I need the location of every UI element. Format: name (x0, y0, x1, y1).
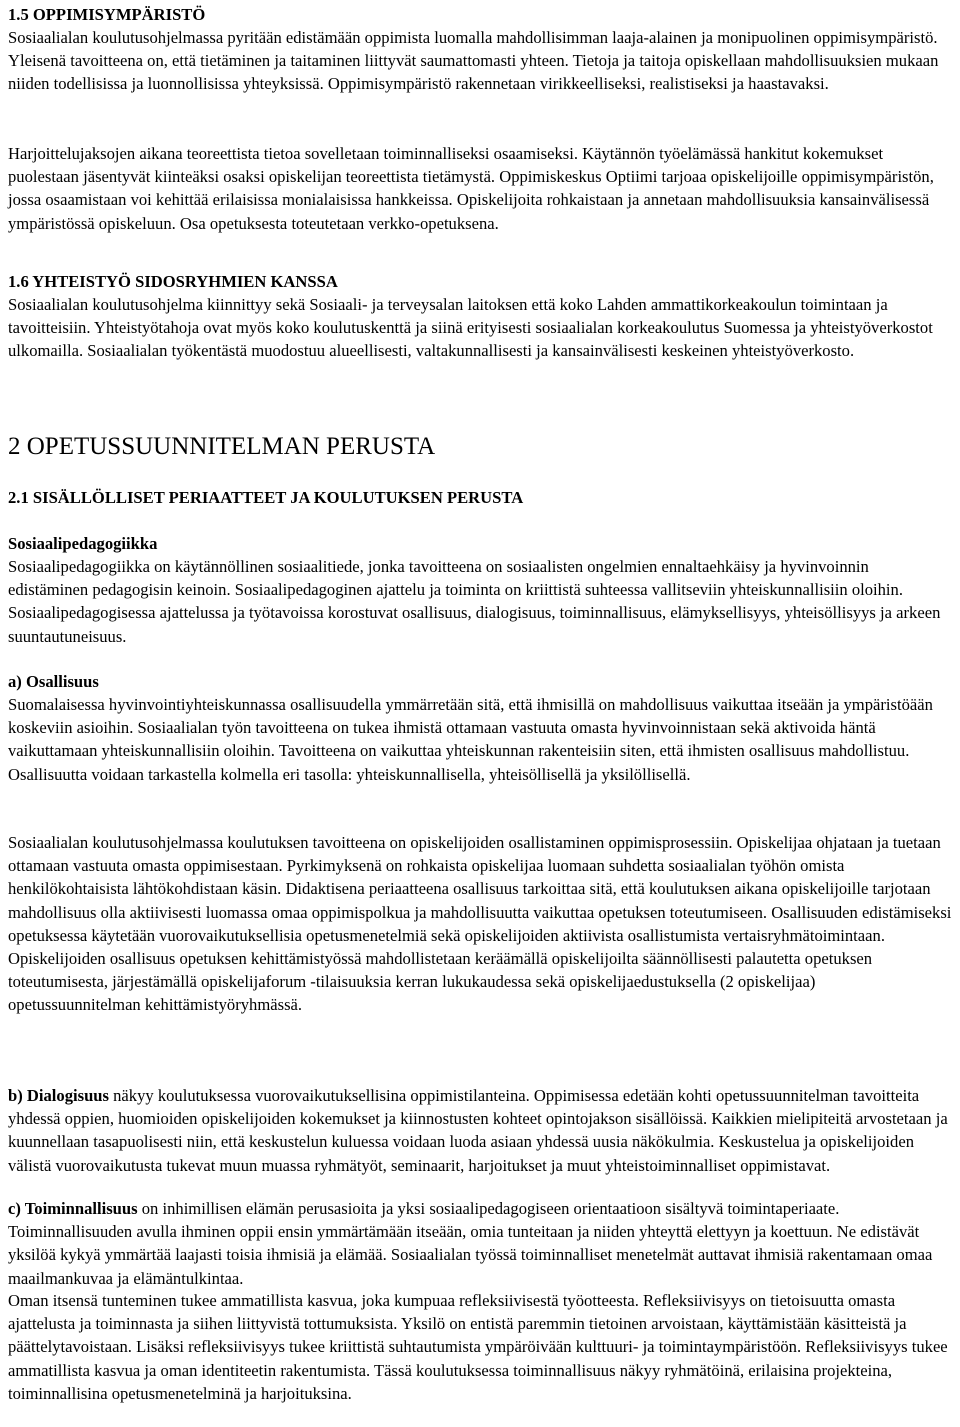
dialogisuus-label: b) Dialogisuus (8, 1086, 109, 1105)
paragraph-oppimisymparisto-2: Harjoittelujaksojen aikana teoreettista tietoa sovelletaan toiminnalliseksi osaamiseksi. Käytännön työelämässä hankitut kokemukset puolestaan jäsentyvät kiinteäksi osaksi opiskelijan teoreettista tietämystä. Oppimiskeskus Optiimi tarjoaa opiskelijoille oppimisympäristön, jossa osaamistaan voi kehittää erilaisissa monialaisissa hankkeissa. Opiskelijoita rohkaistaan ja annetaan mahdollisuuksia kansainvälisessä ympäristössä opiskeluun. Osa opetuksesta toteutetaan verkko-opetuksena. (8, 144, 934, 233)
paragraph-toiminnallisuus-1 (8, 1197, 952, 1290)
paragraph-osallisuus-2: Sosiaalialan koulutusohjelmassa koulutuksen tavoitteena on opiskelijoiden osallistaminen oppimisprosessiin. Opiskelijaa ohjataan ja tuetaan ottamaan vastuuta omasta oppimisestaan. Pyrkimyksenä on rohkaista opiskelijaa luomaan suhdetta sosiaalialan työhön omista henkilökohtaisista lähtökohdistaan käsin. Didaktisena periaatteena osallisuus tarkoittaa sitä, että koulutuksen aikana opiskelijoille tarjotaan mahdollisuus olla aktiivisesti luomassa omaa oppimispolkua ja mahdollisuutta vaikuttaa opetuksen toteutumiseen. Osallisuuden edistämiseksi opetuksessa käytetään vuorovaikutuksellisia opetusmenetelmiä sekä opiskelijoiden aktiivista osallistumista vertaisryhmätoimintaan. Opiskelijoiden osallisuus opetuksen kehittämistyössä mahdollistetaan keräämällä opiskelijoilta säännöllisesti palautetta opetuksen toteutumisesta, järjestämällä opiskelijaforum -tilaisuuksia kerran lukukaudessa sekä opiskelijaedustuksella (2 opiskelijaa) opetussuunnitelman kehittämistyöryhmässä. (8, 833, 952, 1015)
section-heading-1-5: 1.5 OPPIMISYMPÄRISTÖ (8, 5, 206, 24)
paragraph-toiminnallisuus-2: Oman itsensä tunteminen tukee ammatillista kasvua, joka kumpuaa refleksiivisestä työotteesta. Refleksiivisyys on tietoisuutta omasta ajattelusta ja toiminnasta ja siihen liittyvistä tottumuksista. Yksilö on entistä paremmin tietoinen arvoistaan, käyttämistään käsitteistä ja päättelytavoistaan. Lisäksi refleksiivisyys tukee kriittistä suhtautumista ympäröivään kulttuuri- ja toimintaympäristöön. Refleksiivisyys tukee ammatillista kasvua ja oman identiteetin rakentumista. Tässä koulutuksessa toiminnallisuus näkyy ryhmätöinä, erilaisina projekteina, toiminnallisina opetusmenetelminä ja harjoituksina. (8, 1291, 948, 1403)
section-heading-1-6: 1.6 YHTEISTYÖ SIDOSRYHMIEN KANSSA (8, 272, 338, 291)
paragraph-osallisuus-1: Suomalaisessa hyvinvointiyhteiskunnassa osallisuudella ymmärretään sitä, että ihmisillä on mahdollisuus vaikuttaa itseään ja ympäristöään koskeviin asioihin. Sosiaalialan työn tavoitteena on tukea ihmistä ottamaan vastuuta omasta hyvinvoinnistaan sekä aktivoida häntä vaikuttamaan yhteiskunnallisiin oloihin. Tavoitteena on vaikuttaa yhteiskunnan rakenteisiin siten, että ihmisten osallisuus mahdollistuu. Osallisuutta voidaan tarkastella kolmella eri tasolla: yhteiskunnallisella, yhteisöllisellä ja yksilöllisellä. (8, 695, 933, 784)
paragraph-dialogisuus (8, 1084, 952, 1177)
subheading-sosiaalipedagogiikka: Sosiaalipedagogiikka (8, 534, 158, 553)
dialogisuus-text: näkyy koulutuksessa vuorovaikutuksellisina oppimistilanteina. Oppimisessa edetään kohti opetussuunnitelman tavoitteita yhdessä oppien, huomioiden opiskelijoiden kokemukset ja kiinnostusten kohteet opintojakson sisällöissä. Kaikkien mielipiteitä arvostetaan ja kuunnellaan tasapuolisesti niin, että keskustelun kuluessa voidaan luoda asiaan yhdessä uusia näkökulmia. Keskustelua ja opiskelijoiden välistä vuorovaikutusta tukevat muun muassa ryhmätyöt, seminaarit, harjoitukset ja muut yhteistoiminnalliset oppimistavat. (8, 1086, 948, 1175)
toiminnallisuus-label: c) Toiminnallisuus (8, 1199, 138, 1218)
chapter-heading-2: 2 OPETUSSUUNNITELMAN PERUSTA (8, 433, 436, 460)
paragraph-sosiaalipedagogiikka: Sosiaalipedagogiikka on käytännöllinen sosiaalitiede, jonka tavoitteena on sosiaalisten ongelmien ennaltaehkäisy ja hyvinvoinnin edistäminen pedagogisin keinoin. Sosiaalipedagoginen ajattelu ja toiminta on kriittistä suhteessa vallitseviin yhteiskunnallisiin oloihin. Sosiaalipedagogisessa ajattelussa ja työtavoissa korostuvat osallisuus, dialogisuus, toiminnallisuus, elämyksellisyys, yhteisöllisyys ja arkeen suuntautuneisuus. (8, 557, 941, 646)
subheading-osallisuus: a) Osallisuus (8, 672, 99, 691)
paragraph-oppimisymparisto-1: Sosiaalialan koulutusohjelmassa pyritään edistämään oppimista luomalla mahdollisimman laaja-alainen ja monipuolinen oppimisympäristö. Yleisenä tavoitteena on, että tietäminen ja taitaminen liittyvät saumattomasti yhteen. Tietoja ja taitoja opiskellaan mahdollisuuksien mukaan niiden todellisissa ja luonnollisissa yhteyksissä. Oppimisympäristö rakennetaan virikkeelliseksi, realistiseksi ja haastavaksi. (8, 28, 939, 94)
toiminnallisuus-text: on inhimillisen elämän perusasioita ja yksi sosiaalipedagogiseen orientaatioon sisältyvä toimintaperiaate. Toiminnallisuuden avulla ihminen oppii ensin ymmärtämään itseään, omia tunteitaan ja niiden yhteyttä elettyyn ja koettuun. Ne edistävät yksilöä kykyä ymmärtää laajasti toisia ihmisiä ja elämää. Sosiaalialan työssä toiminnalliset menetelmät auttavat ihmisiä rakentamaan omaa maailmankuvaa ja elämäntulkintaa. (8, 1199, 933, 1288)
paragraph-yhteistyo: Sosiaalialan koulutusohjelma kiinnittyy sekä Sosiaali- ja terveysalan laitoksen että koko Lahden ammattikorkeakoulun toimintaan ja tavoitteisiin. Yhteistyötahoja ovat myös koko koulutuskenttä ja siinä erityisesti sosiaalialan korkeakoulutus Suomessa ja yhteistyöverkostot ulkomailla. Sosiaalialan työkentästä muodostuu alueellisesti, valtakunnallisesti ja kansainvälisesti keskeinen yhteistyöverkosto. (8, 295, 933, 361)
section-heading-2-1: 2.1 SISÄLLÖLLISET PERIAATTEET JA KOULUTUKSEN PERUSTA (8, 488, 524, 507)
